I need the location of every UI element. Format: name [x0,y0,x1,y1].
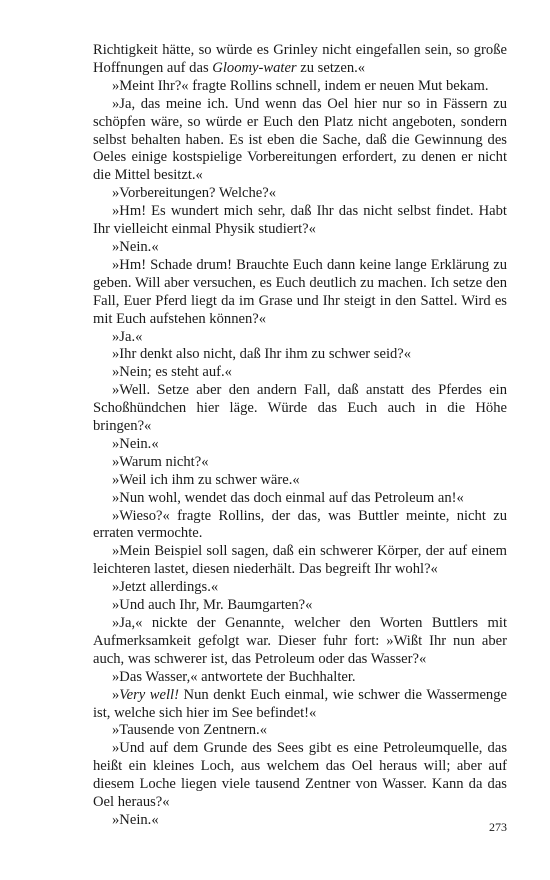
paragraph [93,740,507,812]
paragraph [93,42,507,78]
text-run: »Well. Setze aber den andern Fall, daß anstatt des Pferdes ein Schoßhündchen hier läge. Würde das Euch auch in die Höhe bringen?« [93,382,507,435]
text-run: »Das Wasser,« antwortete der Buchhalter. [112,668,356,685]
paragraph [93,364,507,382]
page-number: 273 [489,820,507,834]
text-run: »Tausende von Zentnern.« [112,722,268,739]
paragraph [93,185,507,203]
text-run: »Ja, das meine ich. Und wenn das Oel hier nur so in Fässern zu schöpfen wäre, so würde er Euch den Platz nicht angeboten, sondern selbst behalten haben. Es ist eben die Sache, daß die Gewinnung des Oeles einige kostspielige Vorbereitungen erfordert, zu denen er nicht die Mittel besitzt.« [93,95,507,184]
paragraph [93,490,507,508]
paragraph [93,203,507,239]
text-run: »Warum nicht?« [112,453,209,470]
text-run: »Mein Beispiel soll sagen, daß ein schwerer Körper, der auf einem leichteren lastet, diesen niederhält. Das begreift Ihr wohl?« [93,543,507,578]
text-run: »Nein; es steht auf.« [112,364,232,381]
paragraph [93,257,507,329]
italic-text: Very well! [119,686,179,703]
text-run: »Hm! Es wundert mich sehr, daß Ihr das nicht selbst findet. Habt Ihr vielleicht einmal Physik studiert?« [93,203,507,238]
paragraph [93,615,507,669]
text-run: »Nein.« [112,238,159,255]
paragraph [93,579,507,597]
paragraph [93,472,507,490]
paragraph [93,454,507,472]
text-run: »Ja,« nickte der Genannte, welcher den Worten Buttlers mit Aufmerksamkeit gefolgt war. Dieser fuhr fort: »Wißt Ihr nun aber auch, was schwerer ist, das Petroleum oder das Wasser?« [93,615,507,667]
paragraph [93,597,507,615]
text-run: »Ihr denkt also nicht, daß Ihr ihm zu schwer seid?« [112,346,412,363]
paragraph [93,508,507,544]
italic-text: Gloomy-water [212,59,297,76]
paragraph [93,78,507,96]
paragraph [93,669,507,687]
text-run: Richtigkeit hätte, so würde es Grinley nicht eingefallen sein, so große Hoffnungen auf das [93,42,507,76]
text-run: zu setzen.« [296,59,366,76]
text-run: »Meint Ihr?« fragte Rollins schnell, indem er neuen Mut bekam. [112,77,489,94]
paragraph [93,812,507,830]
text-run: »Vorbereitungen? Welche?« [112,185,277,202]
paragraph [93,96,507,186]
text-run: »Weil ich ihm zu schwer wäre.« [112,471,300,488]
text-run: »Jetzt allerdings.« [112,579,219,596]
paragraph [93,436,507,454]
paragraph [93,543,507,579]
text-run: »Und auf dem Grunde des Sees gibt es eine Petroleumquelle, das heißt ein kleines Loch, aus welchem das Oel heraus will; aber auf diesem Loche liegen viele tausend Zentner von Wasser. Kann da das Oel heraus?« [93,740,507,811]
body-text [93,42,507,830]
text-run: »Nun wohl, wendet das doch einmal auf das Petroleum an!« [112,489,464,506]
text-run: Nun denkt Euch einmal, wie schwer die Wassermenge ist, welche sich hier im See befindet!« [93,686,507,721]
paragraph [93,687,507,723]
text-run: »Nein.« [112,811,159,828]
paragraph [93,239,507,257]
paragraph [93,346,507,364]
paragraph [93,722,507,740]
text-run: »Wieso?« fragte Rollins, der das, was Buttler meinte, nicht zu erraten vermochte. [93,507,507,542]
text-run: »Ja.« [112,328,143,345]
text-run: »Und auch Ihr, Mr. Baumgarten?« [112,597,313,614]
paragraph [93,382,507,436]
text-run: » [112,686,120,703]
text-run: »Nein.« [112,435,159,452]
text-run: »Hm! Schade drum! Brauchte Euch dann keine lange Erklärung zu geben. Will aber versuchen, es Euch deutlich zu machen. Ich setze den Fall, Euer Pferd liegt da im Grase und Ihr steigt in den Sattel. Wird es mit Euch aufstehen können?« [93,256,507,327]
paragraph [93,329,507,347]
